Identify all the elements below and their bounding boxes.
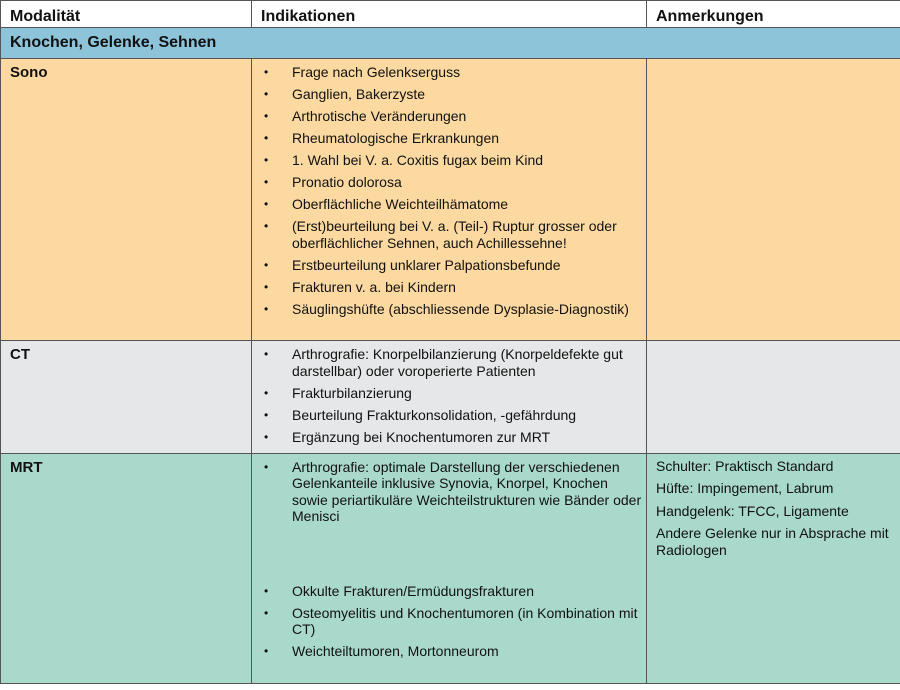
- header-notes: Anmerkungen: [647, 1, 900, 28]
- note-item: Handgelenk: TFCC, Ligamente: [656, 502, 849, 519]
- header-row: [1, 1, 900, 28]
- indication-item: • Ergänzung bei Knochentumoren zur MRT: [264, 429, 642, 446]
- indication-item: • Arthrotische Veränderungen: [264, 108, 642, 125]
- section-row: [1, 28, 900, 59]
- indication-list: [252, 341, 646, 453]
- indications-mrt: [252, 453, 647, 683]
- indication-item: • Arthrografie: Knorpelbilanzierung (Knorpeldefekte gut darstellbar) oder voroperierte Patienten: [264, 346, 642, 379]
- indication-item: • Weichteiltumoren, Mortonneurom: [264, 643, 642, 660]
- modality-mrt: MRT: [1, 453, 252, 683]
- indication-item: • Frakturbilanzierung: [264, 385, 642, 402]
- indication-item: • Rheumatologische Erkrankungen: [264, 130, 642, 147]
- indication-item: • Arthrografie: optimale Darstellung der verschiedenen Gelenkanteile inklusive Synovia, Knorpel, Knochen sowie periartikuläre Weichteilstrukturen wie Bänder oder Menisci: [264, 459, 642, 525]
- row-sono: [1, 59, 900, 341]
- indication-item: • Osteomyelitis und Knochentumoren (in Kombination mit CT): [264, 605, 642, 638]
- indications-sono: [252, 59, 647, 341]
- indication-item: • Beurteilung Frakturkonsolidation, -gefährdung: [264, 407, 642, 424]
- indication-item: • (Erst)beurteilung bei V. a. (Teil-) Ruptur grosser oder oberflächlicher Sehnen, auch Achillessehne!: [264, 218, 642, 251]
- indications-ct: [252, 341, 647, 454]
- section-title: Knochen, Gelenke, Sehnen: [1, 28, 900, 59]
- indication-item: • Ganglien, Bakerzyste: [264, 86, 642, 103]
- indication-list: [252, 59, 646, 325]
- header-modality: Modalität: [1, 1, 252, 28]
- note-item: Schulter: Praktisch Standard: [656, 457, 834, 474]
- indication-item: • Frage nach Gelenkserguss: [264, 64, 642, 81]
- row-mrt: [1, 453, 900, 683]
- indication-item: • Pronatio dolorosa: [264, 174, 642, 191]
- row-ct: [1, 341, 900, 454]
- notes-ct: [647, 341, 900, 454]
- notes-sono: [647, 59, 900, 341]
- indication-list: [252, 454, 646, 668]
- indication-item: • Frakturen v. a. bei Kindern: [264, 279, 642, 296]
- indication-item: • Okkulte Frakturen/Ermüdungsfrakturen: [264, 583, 642, 600]
- modality-sono: Sono: [1, 59, 252, 341]
- header-indications: Indikationen: [252, 1, 647, 28]
- notes-mrt: [647, 453, 900, 683]
- note-item: Andere Gelenke nur in Absprache mit Radiologen: [656, 525, 889, 558]
- note-item: Hüfte: Impingement, Labrum: [656, 480, 834, 496]
- indication-item: • 1. Wahl bei V. a. Coxitis fugax beim Kind: [264, 152, 642, 169]
- spacer: [264, 530, 642, 577]
- modality-ct: CT: [1, 341, 252, 454]
- indication-item: • Erstbeurteilung unklarer Palpationsbefunde: [264, 257, 642, 274]
- indication-item: • Säuglingshüfte (abschliessende Dysplasie-Diagnostik): [264, 301, 642, 318]
- indication-item: • Oberflächliche Weichteilhämatome: [264, 196, 642, 213]
